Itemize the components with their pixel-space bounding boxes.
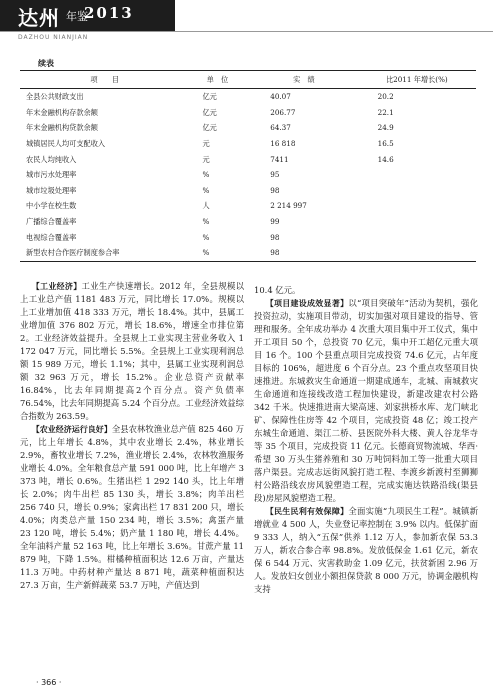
page-header <box>0 0 493 48</box>
row-item: 城镇居民人均可支配收入 <box>26 138 106 148</box>
row-value: 7411 <box>270 154 289 164</box>
row-growth <box>358 167 476 183</box>
table-row <box>20 105 476 121</box>
paragraph-livelihood <box>254 505 478 596</box>
right-text-column <box>254 284 478 596</box>
row-growth <box>358 245 476 261</box>
table-row <box>20 151 476 167</box>
row-item: 年末金融机构存款余额 <box>26 107 98 117</box>
yearbook-year: 2013 <box>84 4 134 22</box>
row-unit: 人 <box>202 201 210 211</box>
row-unit: 元 <box>202 154 210 164</box>
table-caption: 续表 <box>38 58 54 68</box>
row-item: 新型农村合作医疗制度参合率 <box>20 245 184 261</box>
paragraph-projects-text: 以“项目突破年”活动为契机，强化投资拉动，实施项目带动，切实加强对项目建设的指导、管理和服务。全年成功举办 4 次重大项目集中开工仪式，集中开工项目 50 个，总投资 70 亿元，集中开工超亿元重大项目 16 个。100 个县重点项目完成投资 74.6 亿元，占年度目标的 106%，超进度 6 个百分点。23 个重点攻坚项目快速推进。东城救灾生命通道一期建成通车，北城、南城救灾生命通道和连接线改造工程加快建设，新建改建农村公路 342 千米。快速推进南大梁高速、刘家拱桥水库、龙门峡北矿、保障性住房等 42 个项目，完成投资 48 亿；竣工投产东城生命通道、渠江二桥、县医院外科大楼、黄人谷龙华寺等 35 个项目，完成投资 11 亿元。长德商贸物流城、华西·希望 30 万头生猪养殖和 30 万吨饲料加工等一批重大项目落户渠县。完成志远街风貌打造工程、李渡乡新渡村至狮狮村公路沿线农房风貌塑造工程，完成实施达铁路沿线(渠县段)房屋风貌塑造工程。 <box>254 298 479 503</box>
row-growth: 24.9 <box>377 123 394 133</box>
yearbook-title: 达州 <box>18 6 60 30</box>
row-value: 16 818 <box>270 138 296 148</box>
table-header-row <box>20 71 476 89</box>
paragraph-agriculture <box>20 423 244 592</box>
table-row <box>20 198 476 214</box>
page-number: · 366 · <box>36 678 62 687</box>
section-title-agriculture: 【 农业经济运行良好 】 <box>32 425 112 434</box>
row-item: 广播综合覆盖率 <box>26 216 77 226</box>
row-unit: % <box>202 232 210 242</box>
row-growth: 20.2 <box>377 92 394 102</box>
paragraph-continuation: 10.4 亿元。 <box>254 285 301 295</box>
row-item: 农民人均纯收入 <box>26 154 77 164</box>
column-header-item: 项 目 <box>20 71 184 89</box>
row-growth <box>358 198 476 214</box>
table-row <box>20 183 476 199</box>
table-row <box>20 167 476 183</box>
table-row <box>20 136 476 152</box>
row-growth: 14.6 <box>377 154 394 164</box>
section-title-livelihood: 【 民生民利有效保障 】 <box>266 507 349 516</box>
paragraph-agriculture-text: 全县农林牧渔业总产值 825 460 万元，比上年增长 4.8%，其中农业增长 2.4%，林业增长 2.9%，畜牧业增长 7.2%，渔业增长 2.4%，农林牧渔服务业增长 4.0%。全年粮食总产量 591 000 吨，比上年增产 3 373 吨，增长 0.6%。生猪出栏 1 292 140 头，比上年增长 2.0%；肉牛出栏 85 130 头，增长 3.8%；肉羊出栏 256 740 只，增长 0.9%；家禽出栏 17 831 200 只，增长 4.0%；肉类总产量 150 234 吨，增长 3.5%；禽蛋产量 23 120 吨，增长 5.4%；奶产量 1 180 吨，增长 4.4%。全年油料产量 52 163 吨，比上年增长 3.6%。甘蔗产量 11 879 吨，下降 1.5%。柑橘种植面积达 12.6 万亩，产量达 11.3 万吨。中药材种产量达 8 871 吨，蔬菜种植面积达 27.3 万亩，生产新鲜蔬菜 53.7 万吨，产值达到 <box>20 424 245 590</box>
row-value: 95 <box>270 170 280 180</box>
left-text-column <box>20 280 244 592</box>
row-value: 98 <box>250 245 357 261</box>
table-row <box>20 229 476 245</box>
paragraph-industry <box>20 280 244 423</box>
row-value: 98 <box>270 232 280 242</box>
row-value: 206.77 <box>270 107 296 117</box>
row-unit: 亿元 <box>202 92 217 102</box>
row-item: 全县公共财政支出 <box>26 92 84 102</box>
row-unit: 元 <box>202 138 210 148</box>
row-value: 98 <box>270 185 280 195</box>
row-item: 电视综合覆盖率 <box>26 232 77 242</box>
row-value: 64.37 <box>270 123 291 133</box>
row-unit: % <box>202 216 210 226</box>
row-value: 99 <box>270 216 280 226</box>
table-row <box>20 89 476 105</box>
row-growth: 16.5 <box>377 138 394 148</box>
row-item: 城市垃圾处理率 <box>26 185 77 195</box>
paragraph-livelihood-text: 全面实施“九项民生工程”。城镇新增就业 4 500 人，失业登记率控制在 3.9% 以内。低保扩面 9 333 人，纳入“五保”供养 1.12 万人，参加新农保 53.3 万人，新农合参合率 98.8%。发放低保金 1.61 亿元，新农保 6 544 万元、灾害救助金 1.09 亿元，扶贫新困 2.96 万人。发放妇女创业小额担保贷款 8 000 万元，协调金融机构支持 <box>254 506 479 594</box>
section-title-industry: 【 工业经济 】 <box>32 282 82 291</box>
column-header-value: 实 绩 <box>250 71 357 89</box>
row-item: 中小学在校生数 <box>26 201 77 211</box>
column-header-unit: 单 位 <box>184 71 250 89</box>
row-growth: 22.1 <box>377 107 394 117</box>
statistics-table <box>20 70 476 262</box>
table-row <box>20 245 476 261</box>
table-body <box>20 89 476 262</box>
row-unit: % <box>202 170 210 180</box>
yearbook-subtitle: 年鉴 <box>66 10 88 23</box>
paragraph-industry-text: 工业生产快速增长。2012 年，全县规模以上工业总产值 1181 483 万元，同比增长 17.0%。规模以上工业增加值 418 333 万元，增长 18.4%。其中，县属工业增加值 376 802 万元，增长 18.6%，增速全市排位第2。工业经济效益提升。全县规上工业实现主营业务收入 1 172 047 万元，同比增长 5.5%。全县规上工业实现利润总额 15 989 万元，增长 1.1%；其中，县属工业实现利润总额 32 963 万元，增长 15.2%。企业总资产贡献率 16.84%，比去年同期提高2个百分点。资产负债率 76.54%，比去年同期提高 5.24 个百分点。工业经济效益综合指数为 263.59。 <box>20 281 245 421</box>
row-unit: % <box>184 245 250 261</box>
row-value: 40.07 <box>270 92 291 102</box>
paragraph-projects <box>254 297 478 505</box>
row-unit: % <box>202 185 210 195</box>
row-growth <box>358 183 476 199</box>
table-row <box>20 120 476 136</box>
row-unit: 亿元 <box>202 107 217 117</box>
header-rule <box>0 31 493 32</box>
row-growth <box>358 229 476 245</box>
table-row <box>20 214 476 230</box>
section-title-projects: 【 项目建设成效显著 】 <box>266 299 349 308</box>
row-growth <box>358 214 476 230</box>
yearbook-english-title: DAZHOU NIANJIAN <box>18 34 89 41</box>
row-unit: 亿元 <box>202 123 217 133</box>
row-item: 年末金融机构贷款余额 <box>26 123 98 133</box>
column-header-growth: 比2011 年增长(%) <box>358 71 476 89</box>
row-item: 城市污水处理率 <box>26 170 77 180</box>
row-value: 2 214 997 <box>270 201 307 211</box>
